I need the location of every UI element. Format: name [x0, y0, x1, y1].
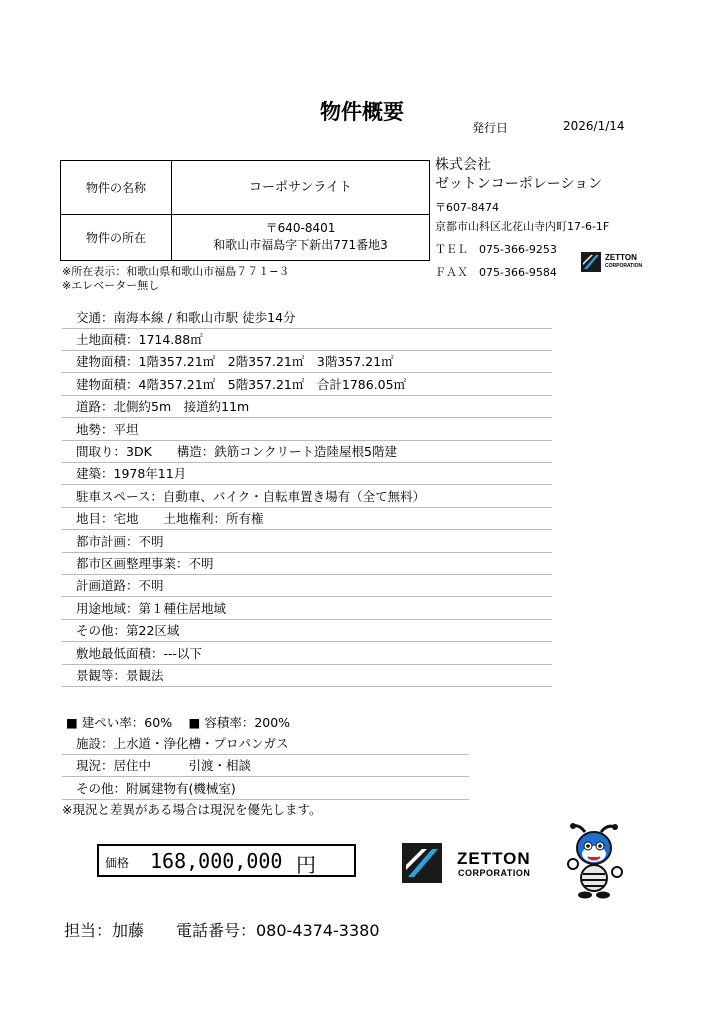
detail2-row [62, 755, 469, 777]
detail-text: 地目：宅地 土地権利：所有権 [76, 511, 264, 526]
contact-info: 担当：加藤 電話番号：080-4374-3380 [64, 921, 380, 940]
property-location-value [172, 214, 429, 260]
detail-text: 間取り：3DK 構造：鉄筋コンクリート造陸屋根5階建 [76, 444, 397, 459]
detail-text: 都市区画整理事業：不明 [76, 556, 214, 571]
note-address-display: ※所在表示：和歌山県和歌山市福島７７１−３ [62, 265, 290, 278]
detail-row [62, 643, 552, 665]
detail-text: その他：第22区域 [76, 623, 180, 638]
zetton-logo-large-icon [402, 843, 442, 883]
company-fax: ＦＡＸ 075-366-9584 [435, 266, 557, 279]
detail2-text: 施設：上水道・浄化槽・プロパンガス [76, 736, 289, 751]
detail-text: 計画道路：不明 [76, 578, 164, 593]
company-postal: 〒607-8474 [435, 201, 499, 214]
detail-row [62, 575, 552, 597]
property-name-row [61, 161, 429, 215]
detail-text: 敷地最低面積：---以下 [76, 646, 203, 661]
zetton-logo-large-sub: CORPORATION [458, 868, 531, 878]
property-location-row [61, 214, 429, 260]
price-value: 168,000,000 [150, 849, 283, 873]
detail-row [62, 463, 552, 485]
issue-date-label: 発行日 [472, 121, 509, 135]
detail-row [62, 396, 552, 418]
detail-text: 地勢：平坦 [76, 422, 139, 437]
page-title: 物件概要 [320, 100, 404, 124]
mascot-character-icon [563, 822, 629, 900]
detail-text: 景観等：景観法 [76, 668, 164, 683]
zetton-logo-large-text: ZETTON [457, 849, 531, 868]
detail-text: 建築：1978年11月 [76, 466, 187, 481]
property-location-label: 物件の所在 [61, 214, 172, 260]
detail-row [62, 598, 552, 620]
note-elevator: ※エレベーター無し [62, 279, 160, 292]
detail-row [62, 307, 552, 329]
price-unit: 円 [296, 853, 316, 877]
detail-row [62, 508, 552, 530]
detail2-text: 現況：居住中 引渡・相談 [76, 758, 252, 773]
detail-text: 建物面積：1階357.21㎡ 2階357.21㎡ 3階357.21㎡ [76, 354, 394, 369]
detail-text: 用途地域：第１種住居地域 [76, 601, 227, 616]
price-label: 価格 [105, 856, 130, 870]
note-current-status: ※現況と差異がある場合は現況を優先します。 [62, 802, 322, 817]
zetton-logo-small [581, 251, 641, 273]
price-box [97, 844, 356, 877]
detail-row [62, 553, 552, 575]
property-name-label: 物件の名称 [61, 161, 172, 214]
detail2-text: その他：附属建物有(機械室) [76, 781, 236, 796]
detail-row [62, 620, 552, 642]
zetton-logo-large [402, 843, 547, 883]
property-postal: 〒640-8401 [265, 221, 336, 235]
detail-row [62, 531, 552, 553]
detail-row [62, 486, 552, 508]
detail-row [62, 374, 552, 396]
zetton-logo-small-sub: CORPORATION [605, 263, 643, 269]
property-name-value: コーポサンライト [249, 180, 352, 195]
detail-row [62, 419, 552, 441]
detail-text: 道路：北側約5m 接道約11m [76, 399, 250, 414]
issue-date: 2026/1/14 [563, 119, 625, 133]
company-name-line1: 株式会社 [435, 157, 491, 173]
detail2-row [62, 733, 469, 755]
detail-row [62, 351, 552, 373]
detail-text: 都市計画：不明 [76, 534, 164, 549]
property-table [60, 160, 430, 261]
company-address: 京都市山科区北花山寺内町17-6-1F [435, 220, 610, 233]
detail-row [62, 665, 552, 687]
detail-text: 交通：南海本線 / 和歌山市駅 徒歩14分 [76, 310, 296, 325]
detail-row [62, 441, 552, 463]
coverage-ratio: ■ 建ぺい率：60% ■ 容積率：200% [66, 715, 291, 730]
detail2-row [62, 778, 469, 800]
property-address: 和歌山市福島字下新出771番地3 [213, 238, 388, 252]
company-name-line2: ゼットンコーポレーション [435, 176, 603, 192]
company-tel: ＴＥＬ 075-366-9253 [435, 243, 557, 256]
detail-text: 駐車スペース：自動車、バイク・自転車置き場有（全て無料） [76, 489, 426, 504]
zetton-logo-small-text: ZETTON [605, 253, 637, 262]
detail-text: 建物面積：4階357.21㎡ 5階357.21㎡ 合計1786.05㎡ [76, 377, 407, 392]
detail-text: 土地面積：1714.88㎡ [76, 332, 203, 347]
detail-row [62, 329, 552, 351]
zetton-logo-small-icon [581, 252, 601, 272]
